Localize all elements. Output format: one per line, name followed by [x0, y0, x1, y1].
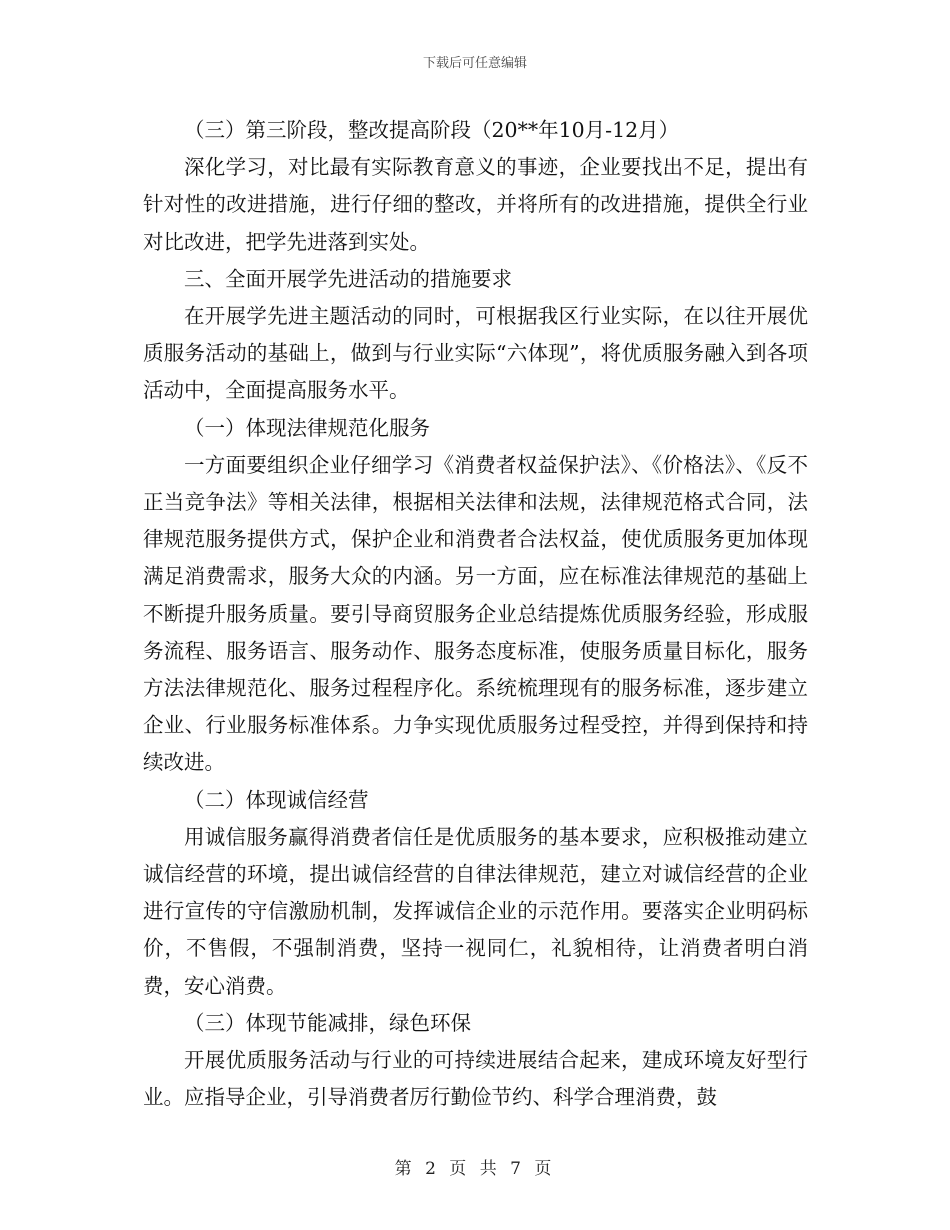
subsection-heading-legal-service: （一）体现法律规范化服务 — [184, 415, 430, 440]
section-heading-measures: 三、全面开展学先进活动的措施要求 — [184, 266, 512, 291]
subsection-heading-green: （三）体现节能减排，绿色环保 — [184, 1010, 471, 1035]
subsection-heading-integrity: （二）体现诚信经营 — [184, 787, 369, 812]
page-number: 第 2 页 共 7 页 — [394, 1159, 556, 1179]
document-body — [143, 112, 808, 1116]
body-paragraph: 开展优质服务活动与行业的可持续进展结合起来，建成环境友好型行业。应指导企业，引导消费者厉行勤俭节约、科学合理消费，鼓 — [143, 1048, 808, 1110]
body-paragraph: 深化学习，对比最有实际教育意义的事迹，企业要找出不足，提出有针对性的改进措施，进行仔细的整改，并将所有的改进措施，提供全行业对比改进，把学先进落到实处。 — [143, 155, 808, 254]
body-paragraph: 用诚信服务赢得消费者信任是优质服务的基本要求，应积极推动建立诚信经营的环境，提出诚信经营的自律法律规范，建立对诚信经营的企业进行宣传的守信激励机制，发挥诚信企业的示范作用。要落实企业明码标价，不售假，不强制消费，坚持一视同仁，礼貌相待，让消费者明白消费，安心消费。 — [143, 824, 808, 998]
page-header-note: 下载后可任意编辑 — [422, 56, 527, 71]
section-heading-stage-3: （三）第三阶段，整改提高阶段（20**年10月-12月） — [184, 118, 680, 142]
body-paragraph: 在开展学先进主题活动的同时，可根据我区行业实际，在以往开展优质服务活动的基础上，做到与行业实际“六体现”，将优质服务融入到各项活动中，全面提高服务水平。 — [143, 304, 808, 403]
body-paragraph: 一方面要组织企业仔细学习《消费者权益保护法》、《价格法》、《反不正当竞争法》等相关法律，根据相关法律和法规，法律规范格式合同，法律规范服务提供方式，保护企业和消费者合法权益，使优质服务更加体现满足消费需求，服务大众的内涵。另一方面，应在标准法律规范的基础上不断提升服务质量。要引导商贸服务企业总结提炼优质服务经验，形成服务流程、服务语言、服务动作、服务态度标准，使服务质量目标化，服务方法法律规范化、服务过程程序化。系统梳理现有的服务标准，逐步建立企业、行业服务标准体系。力争实现优质服务过程受控，并得到保持和持续改进。 — [143, 452, 808, 775]
